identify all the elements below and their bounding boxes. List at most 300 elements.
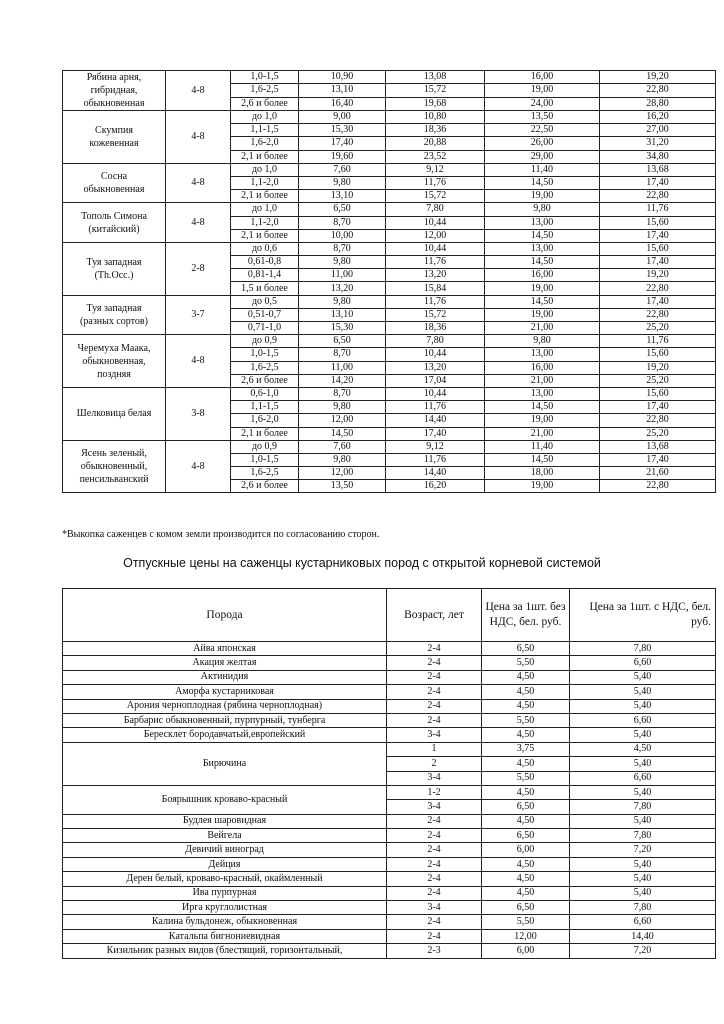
table-cell: 14,20	[299, 374, 386, 387]
table-cell: 16,00	[485, 269, 600, 282]
table-cell: 15,84	[386, 282, 485, 295]
species-name: Кизильник разных видов (блестящий, горизонтальный,	[63, 944, 387, 958]
table-cell: 22,80	[600, 480, 716, 493]
table-cell: 2,1 и более	[231, 150, 299, 163]
table-row	[63, 440, 716, 453]
table-cell: 21,00	[485, 322, 600, 335]
table-cell: 10,44	[386, 242, 485, 255]
table-cell: 2-4	[387, 929, 482, 943]
table-cell: 10,44	[386, 216, 485, 229]
table-cell: до 0,6	[231, 242, 299, 255]
species-name: Сосна обыкновенная	[63, 163, 166, 203]
table-cell: 2-3	[387, 944, 482, 958]
table-cell: 14,50	[485, 453, 600, 466]
table-row	[63, 901, 716, 915]
table-cell: 13,20	[386, 361, 485, 374]
age-range: 4-8	[166, 111, 231, 164]
table-cell: до 1,0	[231, 111, 299, 124]
species-name: Калина бульдонеж, обыкновенная	[63, 915, 387, 929]
table-cell: 6,60	[570, 915, 716, 929]
table-cell: 19,60	[299, 150, 386, 163]
table-cell: 15,72	[386, 190, 485, 203]
table-cell: 19,00	[485, 282, 600, 295]
table-cell: 8,70	[299, 387, 386, 400]
table-cell: 12,00	[299, 467, 386, 480]
table-cell: 11,76	[386, 176, 485, 189]
table-row	[63, 335, 716, 348]
table-row	[63, 742, 716, 756]
table-cell: 1,6-2,5	[231, 467, 299, 480]
shrub-price-table	[62, 588, 716, 959]
table-cell: 0,6-1,0	[231, 387, 299, 400]
table-cell: 10,00	[299, 229, 386, 242]
table-cell: 1,0-1,5	[231, 453, 299, 466]
table-cell: 0,81-1,4	[231, 269, 299, 282]
age-range: 3-7	[166, 295, 231, 335]
table-cell: 11,76	[386, 453, 485, 466]
table-row	[63, 111, 716, 124]
table-row	[63, 203, 716, 216]
species-name: Актинидия	[63, 670, 387, 684]
table-cell: 14,50	[485, 295, 600, 308]
table-cell: 6,50	[299, 203, 386, 216]
header-price-vat: Цена за 1шт. с НДС, бел. руб.	[570, 589, 716, 642]
table-cell: 2-4	[387, 843, 482, 857]
table-cell: 8,70	[299, 216, 386, 229]
table-cell: 1,6-2,0	[231, 137, 299, 150]
species-name: Рябина арня, гибридная, обыкновенная	[63, 71, 166, 111]
table-cell: 25,20	[600, 374, 716, 387]
table-cell: 4,50	[482, 814, 570, 828]
table-cell: 5,40	[570, 814, 716, 828]
table-cell: 15,60	[600, 387, 716, 400]
table-cell: 22,80	[600, 308, 716, 321]
species-name: Бересклет бородавчатый,европейский	[63, 728, 387, 742]
table-cell: 7,60	[299, 163, 386, 176]
table-cell: 2-4	[387, 872, 482, 886]
table-cell: 11,76	[386, 256, 485, 269]
table-cell: 13,00	[485, 348, 600, 361]
table-cell: 5,40	[570, 857, 716, 871]
table-cell: до 1,0	[231, 163, 299, 176]
table-cell: 13,10	[299, 84, 386, 97]
table-row	[63, 713, 716, 727]
table-cell: 1,5 и более	[231, 282, 299, 295]
species-name: Будлея шаровидная	[63, 814, 387, 828]
table-cell: 2,6 и более	[231, 374, 299, 387]
table-row	[63, 814, 716, 828]
table-cell: 20,88	[386, 137, 485, 150]
table-cell: 13,20	[386, 269, 485, 282]
table-cell: 5,50	[482, 771, 570, 785]
table-cell: 0,51-0,7	[231, 308, 299, 321]
species-name: Ирга круглолистная	[63, 901, 387, 915]
table-cell: до 0,9	[231, 440, 299, 453]
table-cell: 18,36	[386, 322, 485, 335]
table-cell: 2-4	[387, 857, 482, 871]
table-cell: 22,80	[600, 414, 716, 427]
table-cell: 5,40	[570, 685, 716, 699]
age-range: 4-8	[166, 335, 231, 388]
species-name: Бирючина	[63, 742, 387, 785]
table-cell: 6,50	[482, 829, 570, 843]
table-cell: 3-4	[387, 800, 482, 814]
table-cell: 2,1 и более	[231, 229, 299, 242]
table-row	[63, 785, 716, 799]
species-name: Скумпия кожевенная	[63, 111, 166, 164]
species-name: Дейция	[63, 857, 387, 871]
table-cell: 14,40	[386, 467, 485, 480]
table-cell: 21,60	[600, 467, 716, 480]
species-name: Вейгела	[63, 829, 387, 843]
table-cell: 14,50	[485, 401, 600, 414]
table-cell: 2,6 и более	[231, 480, 299, 493]
table-cell: 9,12	[386, 440, 485, 453]
table-cell: 3,75	[482, 742, 570, 756]
table-cell: 11,00	[299, 361, 386, 374]
table-cell: 15,30	[299, 124, 386, 137]
table-cell: 21,00	[485, 427, 600, 440]
table-row	[63, 728, 716, 742]
table-cell: 15,60	[600, 348, 716, 361]
table-cell: 15,60	[600, 216, 716, 229]
table-cell: 5,40	[570, 785, 716, 799]
table-cell: 7,80	[570, 642, 716, 656]
table-cell: 7,20	[570, 843, 716, 857]
table-cell: 11,40	[485, 163, 600, 176]
table-cell: 28,80	[600, 97, 716, 110]
footnote: *Выкопка саженцев с комом земли производится по согласованию сторон.	[62, 529, 380, 540]
table-cell: 19,20	[600, 361, 716, 374]
table-cell: 10,80	[386, 111, 485, 124]
table-cell: 4,50	[570, 742, 716, 756]
table-row	[63, 163, 716, 176]
table-cell: 7,60	[299, 440, 386, 453]
table-cell: 7,80	[570, 800, 716, 814]
table-row	[63, 71, 716, 84]
table-cell: 14,50	[485, 176, 600, 189]
table-cell: 11,76	[600, 203, 716, 216]
table-cell: 31,20	[600, 137, 716, 150]
table-cell: 15,30	[299, 322, 386, 335]
table-cell: 16,00	[485, 71, 600, 84]
table-cell: 17,40	[600, 229, 716, 242]
table-cell: 6,50	[482, 642, 570, 656]
table-cell: 5,40	[570, 872, 716, 886]
table-cell: 19,00	[485, 480, 600, 493]
species-name: Дерен белый, кроваво-красный, окаймленный	[63, 872, 387, 886]
header-age: Возраст, лет	[387, 589, 482, 642]
table-row	[63, 387, 716, 400]
table-cell: 9,80	[299, 256, 386, 269]
table-cell: 13,00	[485, 242, 600, 255]
table-cell: 19,00	[485, 308, 600, 321]
table-cell: 10,44	[386, 348, 485, 361]
table-cell: 1,0-1,5	[231, 348, 299, 361]
table-cell: 7,80	[386, 335, 485, 348]
table-cell: 13,50	[485, 111, 600, 124]
tree-price-table	[62, 70, 716, 493]
table-cell: 13,20	[299, 282, 386, 295]
age-range: 4-8	[166, 203, 231, 243]
table-cell: 17,40	[386, 427, 485, 440]
table-cell: 16,40	[299, 97, 386, 110]
table-cell: 1,1-2,0	[231, 176, 299, 189]
table-header-row	[63, 589, 716, 642]
table-cell: 1,1-1,5	[231, 401, 299, 414]
table-cell: 13,68	[600, 440, 716, 453]
table-cell: 13,00	[485, 216, 600, 229]
table-cell: 16,20	[386, 480, 485, 493]
table-row	[63, 929, 716, 943]
table-cell: 19,00	[485, 414, 600, 427]
table-row	[63, 642, 716, 656]
table-cell: 6,60	[570, 771, 716, 785]
age-range: 4-8	[166, 163, 231, 203]
species-name: Боярышник кроваво-красный	[63, 785, 387, 814]
table-cell: 5,50	[482, 656, 570, 670]
table-cell: 7,80	[570, 829, 716, 843]
table-cell: 1,6-2,5	[231, 361, 299, 374]
table-cell: 4,50	[482, 857, 570, 871]
table-cell: 9,00	[299, 111, 386, 124]
table-cell: 14,50	[485, 229, 600, 242]
table-cell: 1,1-2,0	[231, 216, 299, 229]
table-cell: 0,71-1,0	[231, 322, 299, 335]
table-cell: 13,10	[299, 308, 386, 321]
table-cell: 14,40	[386, 414, 485, 427]
table-row	[63, 656, 716, 670]
table-cell: 2-4	[387, 642, 482, 656]
table-row	[63, 944, 716, 958]
table-cell: 5,40	[570, 886, 716, 900]
species-name: Черемуха Маака, обыкновенная, поздняя	[63, 335, 166, 388]
table-cell: 10,44	[386, 387, 485, 400]
table-cell: до 0,9	[231, 335, 299, 348]
table-cell: 6,00	[482, 944, 570, 958]
table-cell: 2-4	[387, 670, 482, 684]
table-cell: 5,50	[482, 713, 570, 727]
table-cell: 17,04	[386, 374, 485, 387]
age-range: 3-8	[166, 387, 231, 440]
table-cell: 26,00	[485, 137, 600, 150]
table-cell: 19,68	[386, 97, 485, 110]
table-cell: 23,52	[386, 150, 485, 163]
table-cell: 9,80	[299, 453, 386, 466]
table-cell: 7,80	[386, 203, 485, 216]
shrub-section-title: Отпускные цены на саженцы кустарниковых пород с открытой корневой системой	[123, 556, 601, 570]
table-cell: 2-4	[387, 886, 482, 900]
table-cell: 4,50	[482, 872, 570, 886]
table-cell: 8,70	[299, 242, 386, 255]
table-cell: 22,80	[600, 190, 716, 203]
table-cell: 9,80	[299, 176, 386, 189]
table-cell: 14,50	[485, 256, 600, 269]
species-name: Барбарис обыкновенный, пурпурный, тунберга	[63, 713, 387, 727]
age-range: 4-8	[166, 440, 231, 493]
table-cell: 6,60	[570, 656, 716, 670]
species-name: Арония черноплодная (рябина черноплодная)	[63, 699, 387, 713]
table-cell: 4,50	[482, 685, 570, 699]
table-cell: 2-4	[387, 685, 482, 699]
table-cell: 4,50	[482, 886, 570, 900]
table-cell: 6,60	[570, 713, 716, 727]
table-cell: до 0,5	[231, 295, 299, 308]
table-cell: 24,00	[485, 97, 600, 110]
table-cell: 22,80	[600, 282, 716, 295]
table-cell: 4,50	[482, 785, 570, 799]
table-cell: 8,70	[299, 348, 386, 361]
table-cell: 4,50	[482, 728, 570, 742]
table-cell: 11,00	[299, 269, 386, 282]
table-cell: 5,40	[570, 757, 716, 771]
species-name: Ива пурпурная	[63, 886, 387, 900]
table-cell: 17,40	[600, 295, 716, 308]
table-cell: 7,80	[570, 901, 716, 915]
table-row	[63, 857, 716, 871]
table-cell: 17,40	[600, 256, 716, 269]
species-name: Катальпа бигнониевидная	[63, 929, 387, 943]
table-cell: 6,50	[299, 335, 386, 348]
table-cell: 1,6-2,0	[231, 414, 299, 427]
table-cell: 3-4	[387, 728, 482, 742]
table-cell: 2-4	[387, 829, 482, 843]
species-name: Аморфа кустарниковая	[63, 685, 387, 699]
table-cell: 4,50	[482, 670, 570, 684]
species-name: Шелковица белая	[63, 387, 166, 440]
table-cell: 5,40	[570, 670, 716, 684]
table-cell: 2-4	[387, 713, 482, 727]
table-cell: 12,00	[386, 229, 485, 242]
table-cell: 13,00	[485, 387, 600, 400]
table-cell: 1,6-2,5	[231, 84, 299, 97]
table-cell: 22,80	[600, 84, 716, 97]
table-cell: 17,40	[600, 453, 716, 466]
table-cell: 5,40	[570, 699, 716, 713]
age-range: 2-8	[166, 242, 231, 295]
table-cell: 4,50	[482, 757, 570, 771]
table-cell: 12,00	[482, 929, 570, 943]
table-cell: 3-4	[387, 901, 482, 915]
table-row	[63, 886, 716, 900]
table-cell: 15,60	[600, 242, 716, 255]
table-cell: 11,76	[600, 335, 716, 348]
table-cell: 19,00	[485, 190, 600, 203]
table-cell: 18,36	[386, 124, 485, 137]
table-cell: 2,6 и более	[231, 97, 299, 110]
table-cell: 2,1 и более	[231, 427, 299, 440]
table-cell: 2-4	[387, 699, 482, 713]
table-cell: 5,40	[570, 728, 716, 742]
table-cell: 6,00	[482, 843, 570, 857]
table-cell: 2-4	[387, 915, 482, 929]
table-cell: 1,0-1,5	[231, 71, 299, 84]
table-cell: 18,00	[485, 467, 600, 480]
table-cell: 2,1 и более	[231, 190, 299, 203]
table-cell: 27,00	[600, 124, 716, 137]
table-row	[63, 699, 716, 713]
table-cell: 17,40	[600, 176, 716, 189]
species-name: Тополь Симона (китайский)	[63, 203, 166, 243]
table-cell: 14,50	[299, 427, 386, 440]
table-cell: 0,61-0,8	[231, 256, 299, 269]
table-cell: 14,40	[570, 929, 716, 943]
table-cell: 2-4	[387, 656, 482, 670]
table-cell: 6,50	[482, 901, 570, 915]
table-cell: 11,76	[386, 295, 485, 308]
species-name: Ясень зеленый, обыкновенный, пенсильванский	[63, 440, 166, 493]
table-cell: 17,40	[600, 401, 716, 414]
table-cell: 16,00	[485, 361, 600, 374]
table-cell: 11,40	[485, 440, 600, 453]
table-cell: 7,20	[570, 944, 716, 958]
table-cell: 9,12	[386, 163, 485, 176]
table-cell: 12,00	[299, 414, 386, 427]
table-cell: 16,20	[600, 111, 716, 124]
species-name: Туя западная (разных сортов)	[63, 295, 166, 335]
table-cell: 9,80	[299, 295, 386, 308]
table-cell: 25,20	[600, 322, 716, 335]
table-cell: 15,72	[386, 308, 485, 321]
table-cell: 15,72	[386, 84, 485, 97]
table-cell: 5,50	[482, 915, 570, 929]
table-cell: 19,00	[485, 84, 600, 97]
table-cell: 2	[387, 757, 482, 771]
table-cell: 9,80	[299, 401, 386, 414]
table-cell: 4,50	[482, 699, 570, 713]
table-cell: 10,90	[299, 71, 386, 84]
table-row	[63, 843, 716, 857]
table-cell: 9,80	[485, 203, 600, 216]
table-row	[63, 872, 716, 886]
table-cell: 13,50	[299, 480, 386, 493]
species-name: Девичий виноград	[63, 843, 387, 857]
table-cell: до 1,0	[231, 203, 299, 216]
table-cell: 6,50	[482, 800, 570, 814]
table-cell: 1-2	[387, 785, 482, 799]
table-cell: 21,00	[485, 374, 600, 387]
table-cell: 11,76	[386, 401, 485, 414]
table-cell: 19,20	[600, 269, 716, 282]
table-row	[63, 685, 716, 699]
table-row	[63, 915, 716, 929]
table-cell: 29,00	[485, 150, 600, 163]
table-row	[63, 670, 716, 684]
table-cell: 34,80	[600, 150, 716, 163]
table-cell: 17,40	[299, 137, 386, 150]
table-row	[63, 295, 716, 308]
header-species: Порода	[63, 589, 387, 642]
table-cell: 1	[387, 742, 482, 756]
species-name: Туя западная (Th.Occ.)	[63, 242, 166, 295]
table-cell: 13,10	[299, 190, 386, 203]
table-cell: 22,50	[485, 124, 600, 137]
table-cell: 2-4	[387, 814, 482, 828]
species-name: Айва японская	[63, 642, 387, 656]
table-cell: 3-4	[387, 771, 482, 785]
table-cell: 25,20	[600, 427, 716, 440]
table-row	[63, 242, 716, 255]
table-cell: 13,08	[386, 71, 485, 84]
table-cell: 13,68	[600, 163, 716, 176]
age-range: 4-8	[166, 71, 231, 111]
table-row	[63, 829, 716, 843]
header-price-no-vat: Цена за 1шт. без НДС, бел. руб.	[482, 589, 570, 642]
table-cell: 9,80	[485, 335, 600, 348]
table-cell: 1,1-1,5	[231, 124, 299, 137]
table-cell: 19,20	[600, 71, 716, 84]
species-name: Акация желтая	[63, 656, 387, 670]
